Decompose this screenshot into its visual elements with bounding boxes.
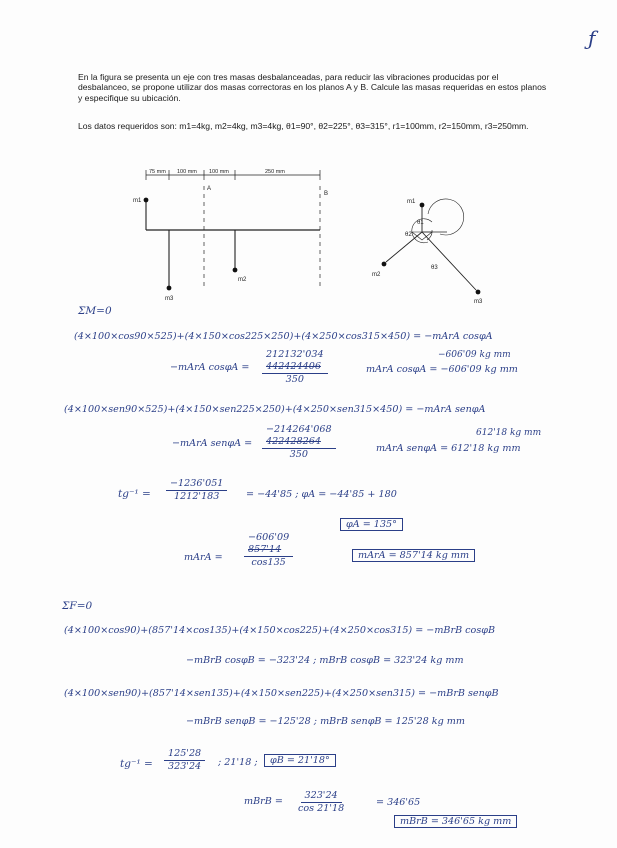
dim-75: 75 mm [149,169,166,175]
theta1-label: θ1 [417,220,424,226]
m3-dot [167,286,172,291]
a-cos-result: mArA cosφA = −606'09 kg mm [366,364,518,375]
b-sen-result: −mBrB senφB = −125'28 ; mBrB senφB = 125'28 kg mm [186,716,466,727]
a-cos-num: 212132'034 442424406 [262,349,328,374]
a-cos-den: 350 [285,374,304,385]
a-tg-num: −1236'051 [166,478,227,491]
plane-b-label: B [324,191,329,197]
a-cos-result-top: −606'09 kg mm [438,350,511,360]
a-mr-num: −606'09 857'14 [244,532,293,557]
b-mr-fraction [294,790,348,815]
a-tg-den: 1212'183 [174,491,220,502]
dim-100a: 100 mm [177,169,197,175]
angle-m2-label: m2 [372,272,381,278]
force-cos-equation: (4×100×cos90)+(857'14×cos135)+(4×150×cos225)+(4×250×cos315) = −mBrB cosφB [64,625,496,636]
b-mr-num: 323'24 [301,790,342,803]
a-mr-lhs: mArA = [184,552,223,563]
force-sen-equation: (4×100×sen90)+(857'14×sen135)+(4×150×sen225)+(4×250×sen315) = −mBrB senφB [64,688,499,699]
b-mr-result: = 346'65 [376,797,421,808]
phi-a-result: φA = 135° [340,518,403,531]
mb-rb-result: mBrB = 346'65 kg mm [394,815,517,828]
dim-100b: 100 mm [209,169,229,175]
m1-label: m1 [133,198,142,204]
sum-forces-heading: ΣF=0 [62,600,93,612]
b-tg-num: 125'28 [164,748,205,761]
a-sen-result-top: 612'18 kg mm [476,428,542,438]
corner-mark: ƒ [588,26,596,50]
angle-m3-dot [476,290,481,295]
theta2-label: θ2 [405,232,412,238]
m2-label: m2 [238,277,247,283]
moment-sen-equation: (4×100×sen90×525)+(4×150×sen225×250)+(4×250×sen315×450) = −mArA senφA [64,404,486,415]
a-sen-result: mArA senφA = 612'18 kg mm [376,443,521,454]
b-cos-result: −mBrB cosφB = −323'24 ; mBrB cosφB = 323'24 kg mm [186,655,464,666]
a-mr-den: cos135 [251,557,286,568]
b-tg-result: ; 21'18 ; [218,757,258,768]
a-sen-num: −214264'068 422428264 [262,424,336,449]
a-tg-lhs: tg⁻¹ = [118,488,151,500]
a-sen-den: 350 [289,449,308,460]
m1-dot [144,198,149,203]
theta3-label: θ3 [431,265,438,271]
problem-data: Los datos requeridos son: m1=4kg, m2=4kg, m3=4kg, θ1=90°, θ2=225°, θ3=315°, r1=100mm, r2=150mm, r3=250mm. [78,121,529,131]
ma-ra-result: mArA = 857'14 kg mm [352,549,475,562]
problem-statement: En la figura se presenta un eje con tres masas desbalanceadas, para reducir las vibraciones producidas por el desbalanceo, se propone utilizar dos masas correctoras en los planos A y B. Calcule las masas requeridas en estos planos y especifique su ubicación. [78,72,547,103]
angle-m1-dot [420,203,425,208]
phi-b-result: φB = 21'18° [264,754,336,767]
angle-m1-label: m1 [407,199,416,205]
b-mr-den: cos 21'18 [298,803,345,814]
a-cos-fraction [262,349,328,386]
plane-a-label: A [207,186,212,192]
a-tg-result: = −44'85 ; φA = −44'85 + 180 [246,489,397,500]
b-mr-lhs: mBrB = [244,796,283,807]
b-tg-lhs: tg⁻¹ = [120,758,153,770]
angle-m2-dot [382,262,387,267]
b-tg-fraction [164,748,205,773]
a-tg-fraction [166,478,227,503]
m2-dot [233,268,238,273]
a-sen-lhs: −mArA senφA = [172,438,253,449]
a-mr-fraction [244,532,293,569]
dim-250: 250 mm [265,169,285,175]
angle-m3-label: m3 [474,299,483,305]
b-tg-den: 323'24 [168,761,202,772]
m3-label: m3 [165,296,174,302]
moment-cos-equation: (4×100×cos90×525)+(4×150×cos225×250)+(4×250×cos315×450) = −mArA cosφA [74,331,493,342]
a-sen-fraction [262,424,336,461]
sum-moments-heading: ΣM=0 [78,305,112,317]
a-cos-lhs: −mArA cosφA = [170,362,250,373]
